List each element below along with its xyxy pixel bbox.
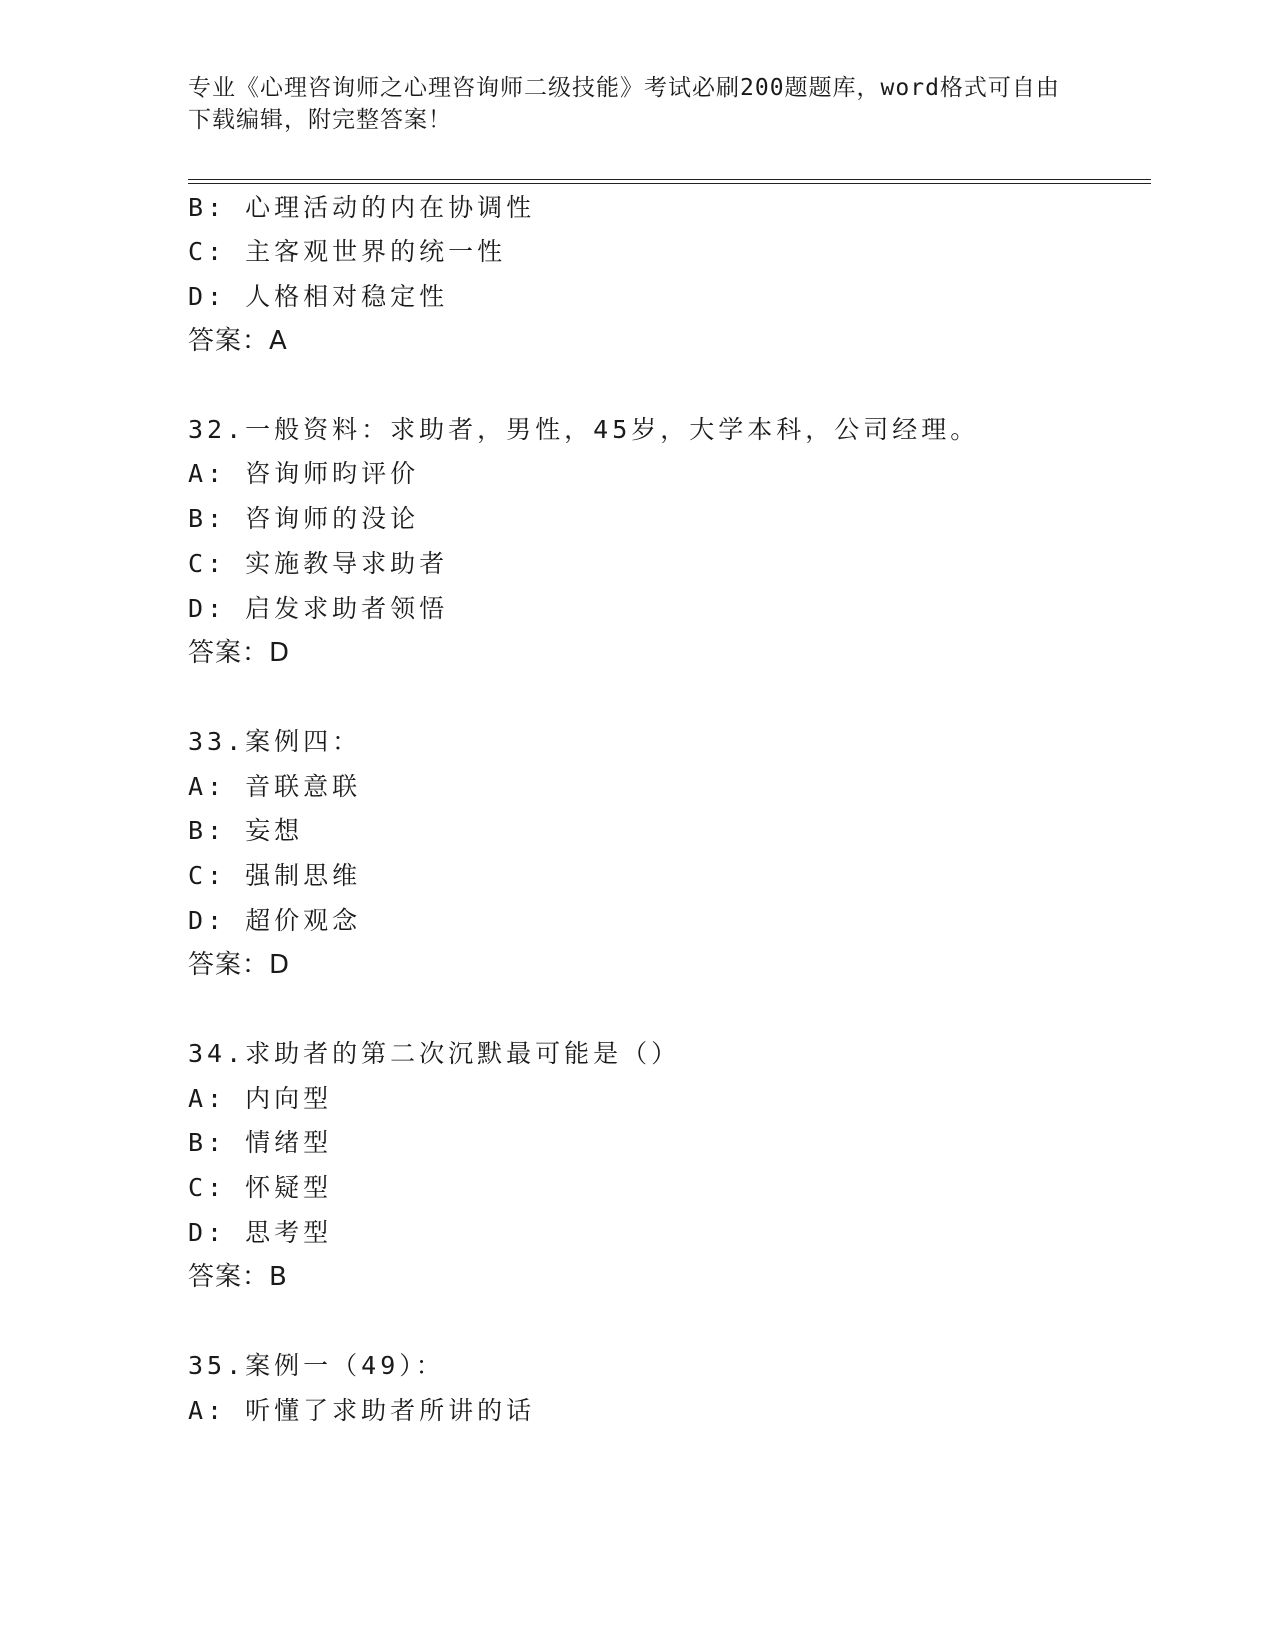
q31-option-d: D: 人格相对稳定性 (188, 282, 449, 311)
q32-stem: 32.一般资料：求助者，男性，45岁，大学本科，公司经理。 (188, 415, 980, 444)
q33-option-b: B: 妄想 (188, 816, 304, 845)
q32-option-c: C: 实施教导求助者 (188, 549, 449, 578)
q31-option-c: C: 主客观世界的统一性 (188, 237, 507, 266)
q32-answer: 答案：D (188, 638, 291, 668)
q34-option-d: D: 思考型 (188, 1218, 333, 1247)
q34-option-c: C: 怀疑型 (188, 1173, 333, 1202)
q31-option-b: B: 心理活动的内在协调性 (188, 193, 536, 222)
q31-answer: 答案：A (188, 326, 288, 356)
q34-option-a: A: 内向型 (188, 1084, 333, 1113)
q33-answer: 答案：D (188, 950, 291, 980)
q32-option-a: A: 咨询师昀评价 (188, 459, 420, 488)
q35-option-a: A: 听懂了求助者所讲的话 (188, 1396, 536, 1425)
q33-option-d: D: 超价观念 (188, 906, 362, 935)
q32-option-d: D: 启发求助者领悟 (188, 594, 449, 623)
q34-stem: 34.求助者的第二次沉默最可能是（） (188, 1039, 681, 1068)
document-header: 专业《心理咨询师之心理咨询师二级技能》考试必刷200题题库，word格式可自由下载编辑，附完整答案！ (188, 75, 1060, 133)
header-divider-top (188, 179, 1151, 180)
q32-option-b: B: 咨询师的没论 (188, 504, 420, 533)
q34-answer: 答案：B (188, 1262, 288, 1292)
q33-option-c: C: 强制思维 (188, 861, 362, 890)
q34-option-b: B: 情绪型 (188, 1128, 333, 1157)
q35-stem: 35.案例一（49）： (188, 1351, 445, 1380)
q33-option-a: A: 音联意联 (188, 772, 362, 801)
header-divider-bottom (188, 183, 1151, 184)
q33-stem: 33.案例四： (188, 727, 362, 756)
